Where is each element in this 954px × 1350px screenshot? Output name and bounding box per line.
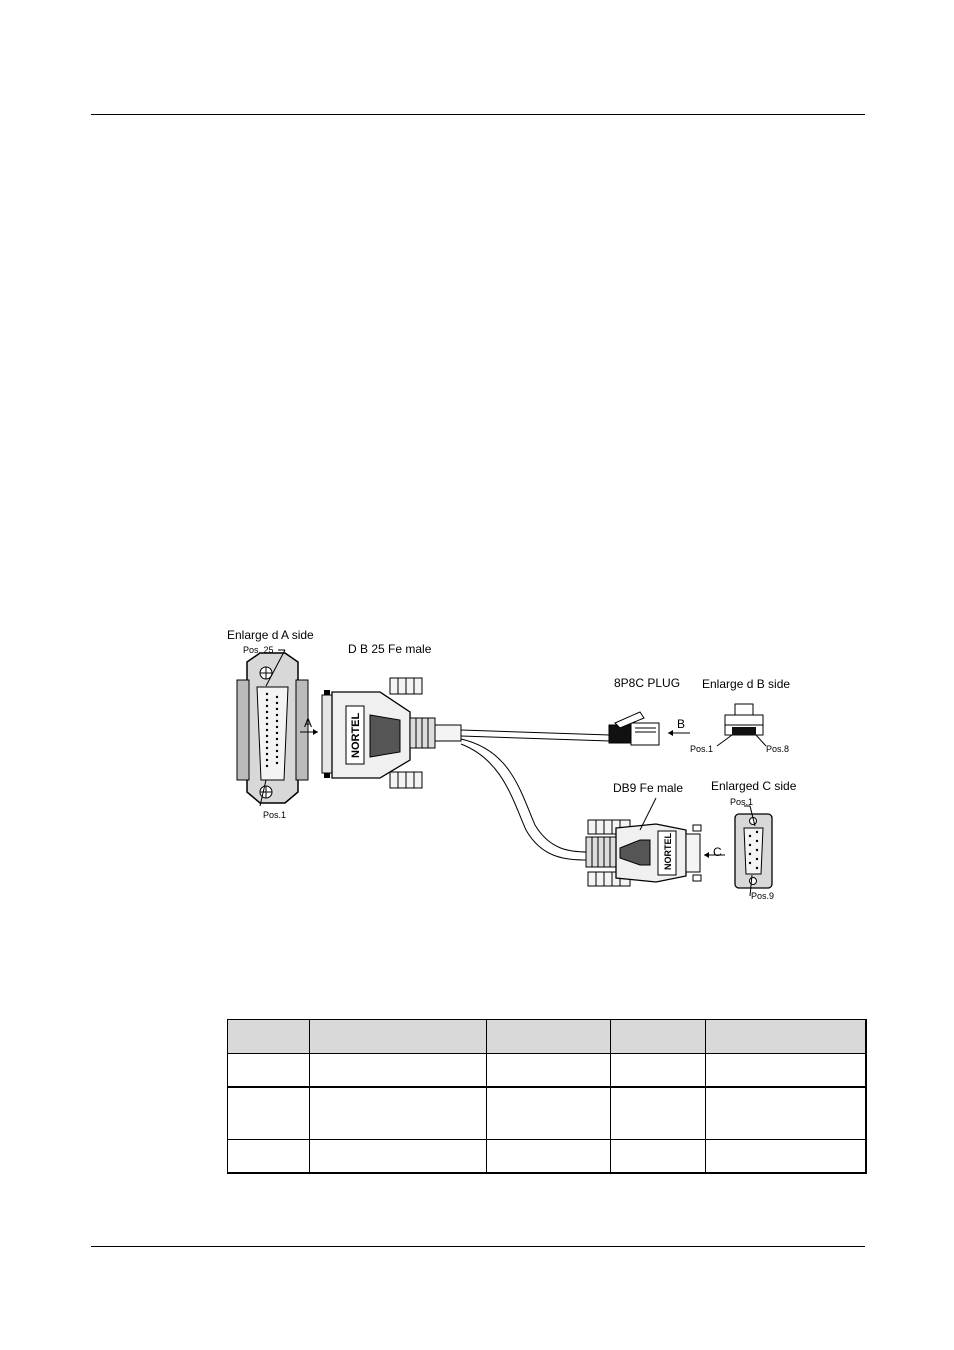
- table-header-cell: [706, 1020, 866, 1054]
- label-c: C: [713, 845, 722, 859]
- table-cell: [611, 1140, 706, 1174]
- enlarged-b-connector: [717, 704, 766, 746]
- label-enlarged-c: Enlarged C side: [711, 779, 797, 793]
- cable-diagram: [220, 620, 830, 910]
- table-cell: [228, 1054, 310, 1088]
- db25-connector: [322, 678, 461, 788]
- table-cell: [228, 1087, 310, 1140]
- header-rule: [91, 114, 865, 115]
- rj45-plug: [609, 712, 659, 745]
- label-db25: D B 25 Fe male: [348, 642, 432, 656]
- table-cell: [310, 1054, 487, 1088]
- label-pos1-c: Pos.1: [730, 797, 754, 807]
- table-cell: [487, 1140, 611, 1174]
- label-pos8: Pos.8: [766, 744, 790, 754]
- enlarged-a-connector: [237, 650, 308, 806]
- table-row: [228, 1087, 866, 1140]
- db25-brand: NORTEL: [350, 712, 362, 758]
- table-cell: [706, 1087, 866, 1140]
- label-b: B: [677, 717, 686, 731]
- table-cell: [228, 1140, 310, 1174]
- table-cell: [487, 1087, 611, 1140]
- label-a: A: [304, 716, 313, 730]
- db9-brand: NORTEL: [663, 833, 673, 870]
- table-row: [228, 1054, 866, 1088]
- table-header-cell: [310, 1020, 487, 1054]
- label-pos1-b: Pos.1: [690, 744, 714, 754]
- table-cell: [310, 1087, 487, 1140]
- db9-connector: [586, 798, 701, 886]
- table-header-cell: [487, 1020, 611, 1054]
- label-enlarged-a: Enlarge d A side: [227, 628, 314, 642]
- label-enlarged-b: Enlarge d B side: [702, 677, 791, 691]
- label-pos1-a: Pos.1: [263, 810, 287, 820]
- table-cell: [487, 1054, 611, 1088]
- table-cell: [706, 1140, 866, 1174]
- label-db9: DB9 Fe male: [613, 781, 684, 795]
- table-header-row: [228, 1020, 866, 1054]
- table-header-cell: [611, 1020, 706, 1054]
- table-cell: [611, 1087, 706, 1140]
- enlarged-c-connector: [735, 806, 772, 896]
- table-cell: [706, 1054, 866, 1088]
- label-plug: 8P8C PLUG: [614, 676, 681, 690]
- table-header-cell: [228, 1020, 310, 1054]
- footer-rule: [91, 1246, 865, 1247]
- label-pos25: Pos. 25: [243, 645, 274, 655]
- table-cell: [611, 1054, 706, 1088]
- label-pos9: Pos.9: [751, 891, 775, 901]
- pin-table: [227, 1019, 867, 1174]
- table-row: [228, 1140, 866, 1174]
- table-cell: [310, 1140, 487, 1174]
